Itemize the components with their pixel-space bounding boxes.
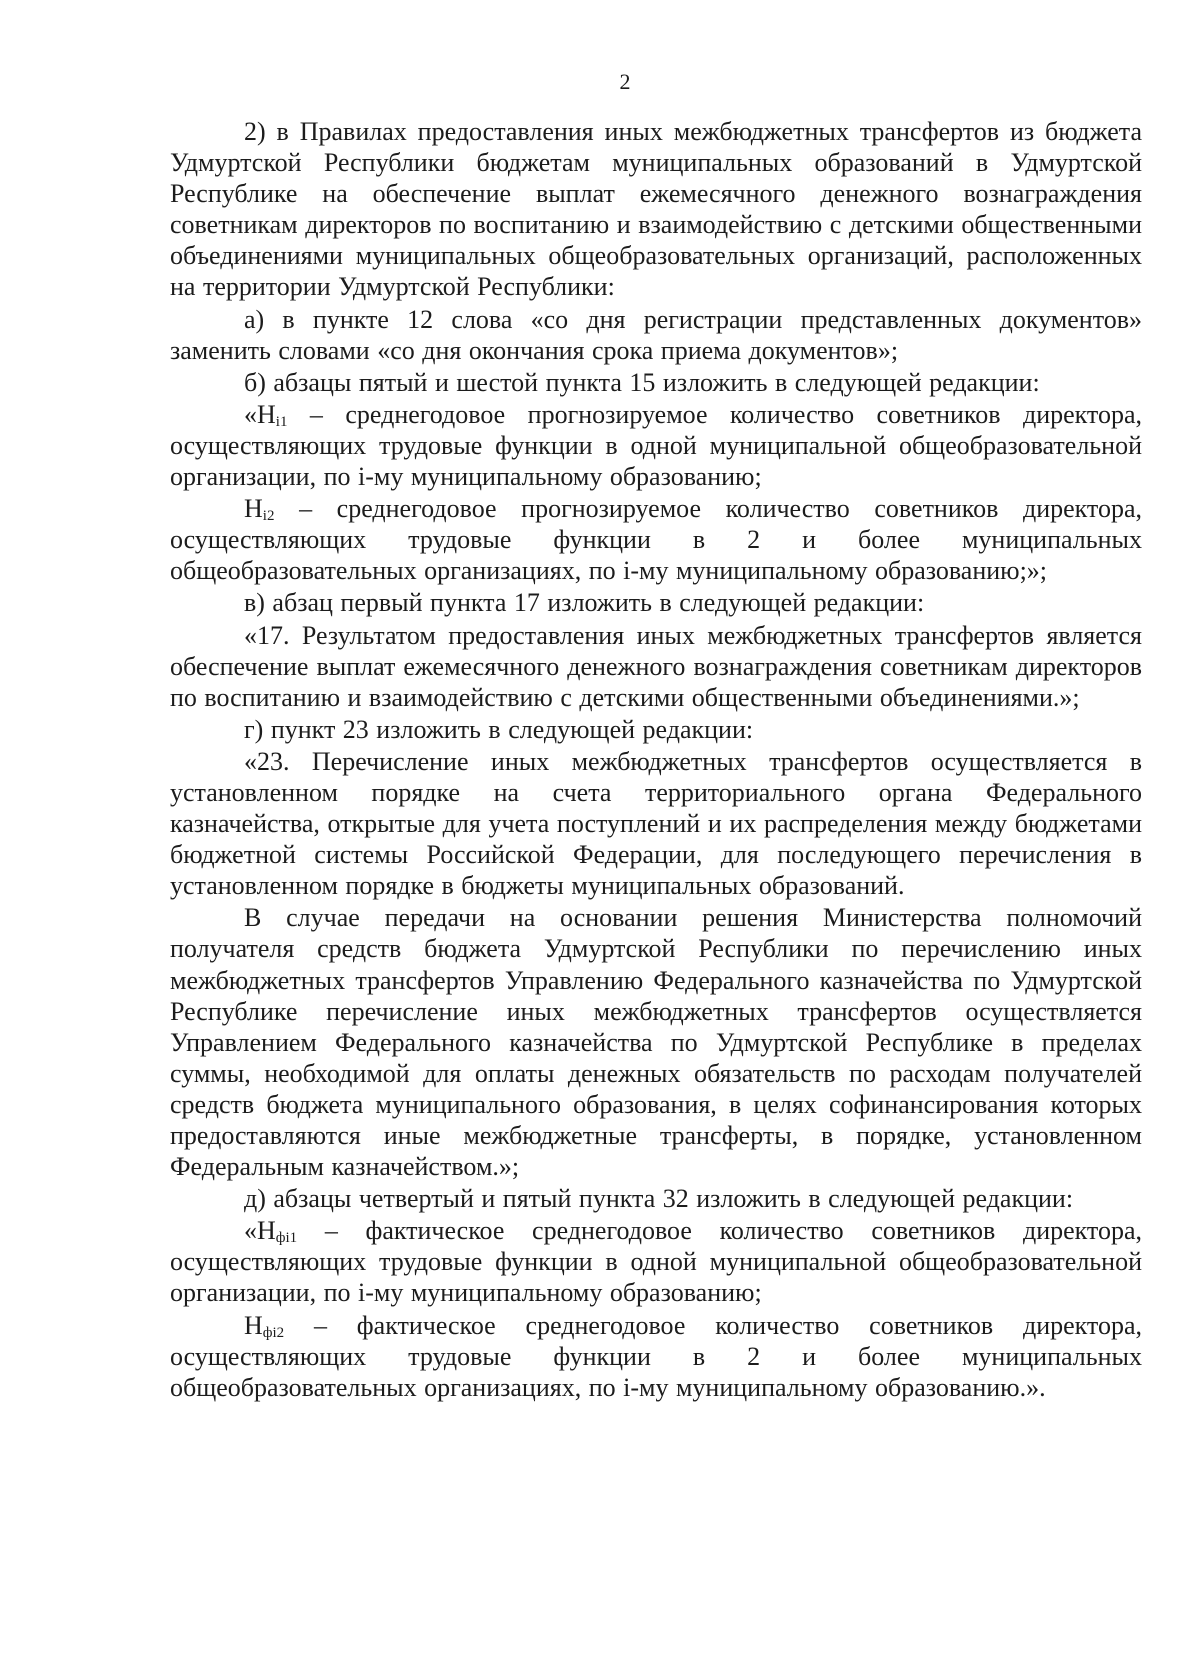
paragraph-p2 [170, 304, 1142, 366]
paragraph-text: «17. Результатом предоставления иных межбюджетных трансфертов является обеспечение выплат ежемесячного денежного вознаграждения советникам директоров по воспитанию и взаимодействию с детскими общественными объединениями.»; [170, 620, 1142, 712]
paragraph-text: – фактическое среднегодовое количество советников директора, осуществляющих трудовые функции в одной муниципальной общеобразовательной организации, по i-му муниципальному образованию; [170, 1216, 1142, 1308]
paragraph-text: – среднегодовое прогнозируемое количество советников директора, осуществляющих трудовые функции в одной муниципальной общеобразовательной организации, по i-му муниципальному образованию; [170, 399, 1142, 492]
paragraph-text: д) абзацы четвертый и пятый пункта 32 изложить в следующей редакции: [244, 1184, 1074, 1214]
paragraph-text: «Н [244, 399, 276, 429]
paragraph-text: – среднегодовое прогнозируемое количество советников директора, осуществляющих трудовые функции в 2 и более муниципальных общеобразовательных организациях, по i-му муниципальному образованию;»; [170, 494, 1142, 586]
paragraph-p13 [170, 1310, 1142, 1403]
paragraph-text: г) пункт 23 изложить в следующей редакции: [244, 714, 754, 744]
subscript: фi1 [275, 1230, 298, 1247]
paragraph-p5 [170, 493, 1142, 586]
paragraph-text: Н [244, 1310, 263, 1340]
subscript: i1 [275, 413, 288, 430]
paragraph-text: а) в пункте 12 слова «со дня регистрации представленных документов» заменить словами «со дня окончания срока приема документов»; [170, 304, 1142, 365]
subscript: фi2 [262, 1324, 285, 1341]
paragraph-p7 [170, 620, 1142, 713]
subscript: i2 [262, 508, 275, 525]
paragraph-text: в) абзац первый пункта 17 изложить в следующей редакции: [244, 588, 925, 618]
paragraph-p11 [170, 1183, 1142, 1214]
paragraph-p9 [170, 746, 1142, 901]
paragraph-p3 [170, 367, 1142, 398]
paragraph-text: Н [244, 494, 263, 524]
paragraph-p6 [170, 587, 1142, 618]
document-body [170, 116, 1142, 1404]
paragraph-text: б) абзацы пятый и шестой пункта 15 изложить в следующей редакции: [244, 367, 1040, 397]
page-number: 2 [619, 69, 631, 94]
paragraph-text: В случае передачи на основании решения Министерства полномочий получателя средств бюджета Удмуртской Республики по перечислению иных межбюджетных трансфертов Управлению Федерального казначейства по Удмуртской Республике перечисление иных межбюджетных трансфертов осуществляется Управлением Федерального казначейства по Удмуртской Республике в пределах суммы, необходимой для оплаты денежных обязательств по расходам получателей средств бюджета муниципального образования, в целях софинансирования которых предоставляются иные межбюджетные трансферты, в порядке, установленном Федеральным казначейством.»; [170, 903, 1142, 1182]
paragraph-text: «Н [244, 1216, 276, 1246]
paragraph-p8 [170, 714, 1142, 745]
paragraph-p1 [170, 116, 1142, 303]
paragraph-text: – фактическое среднегодовое количество советников директора, осуществляющих трудовые функции в 2 и более муниципальных общеобразовательных организациях, по i-му муниципальному образованию.». [170, 1310, 1142, 1402]
paragraph-p10 [170, 902, 1142, 1182]
paragraph-text: «23. Перечисление иных межбюджетных трансфертов осуществляется в установленном порядке на счета территориального органа Федерального казначейства, открытые для учета поступлений и их распределения между бюджетами бюджетной системы Российской Федерации, для последующего перечисления в установленном порядке в бюджеты муниципальных образований. [170, 746, 1142, 901]
paragraph-p4 [170, 399, 1142, 492]
paragraph-text: 2) в Правилах предоставления иных межбюджетных трансфертов из бюджета Удмуртской Республики бюджетам муниципальных образований в Удмуртской Республике на обеспечение выплат ежемесячного денежного вознаграждения советникам директоров по воспитанию и взаимодействию с детскими общественными объединениями муниципальных общеобразовательных организаций, расположенных на территории Удмуртской Республики: [170, 117, 1142, 302]
paragraph-p12 [170, 1215, 1142, 1308]
